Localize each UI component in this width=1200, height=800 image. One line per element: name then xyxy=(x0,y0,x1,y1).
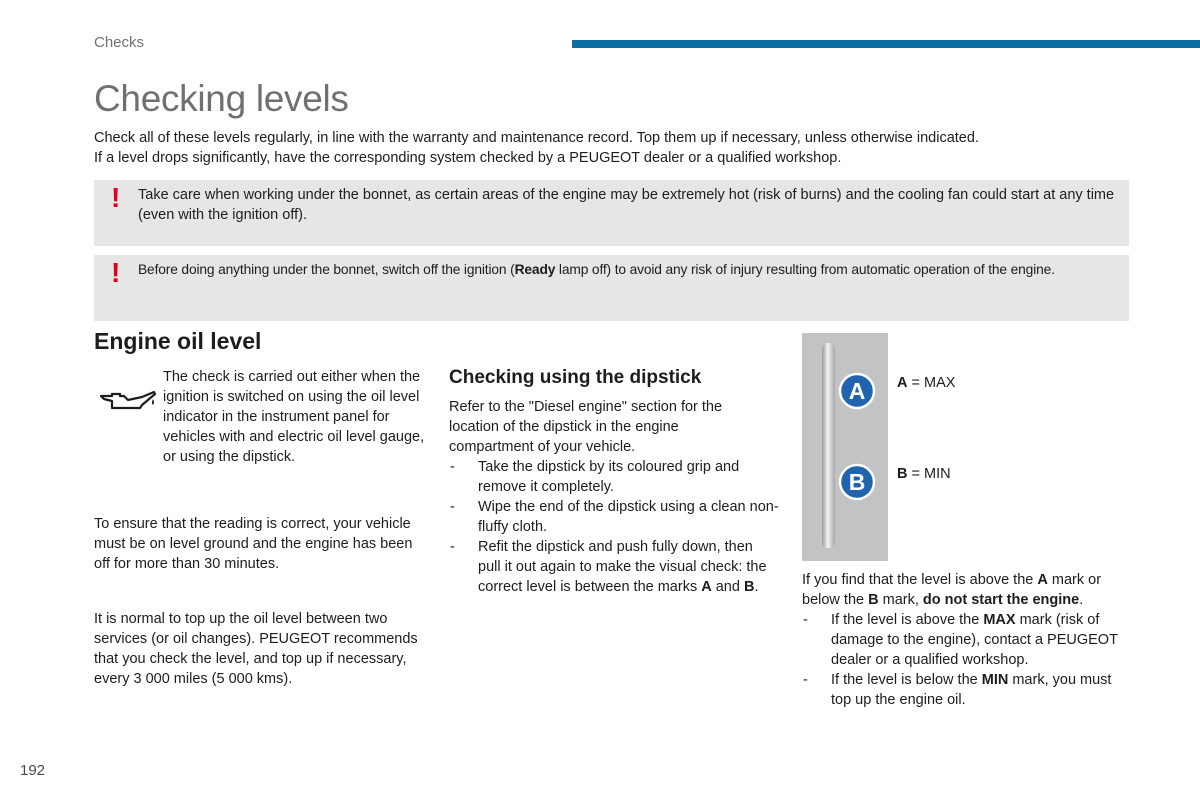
intro-line-2: If a level drops significantly, have the corresponding system checked by a PEUGEOT dealer or a qualified workshop. xyxy=(94,150,842,166)
level-warning-text: If you find that the level is above the A mark or below the B mark, do not start the engine. xyxy=(802,572,1102,608)
svg-text:B: B xyxy=(848,469,866,495)
header-accent-bar xyxy=(572,40,1200,48)
mark-a-badge xyxy=(840,374,874,408)
min-label: B = MIN xyxy=(897,466,951,482)
intro-line-1: Check all of these levels regularly, in line with the warranty and maintenance record. Top them up if necessary, unless otherwise indicated. xyxy=(94,130,979,146)
list-item: - If the level is below the MIN mark, you must top up the engine oil. xyxy=(803,672,1112,708)
list-item: - Wipe the end of the dipstick using a clean non-fluffy cloth. xyxy=(450,499,779,535)
list-item: - Refit the dipstick and push fully down, then pull it out again to make the visual check: the correct level is between the marks A and B. xyxy=(450,539,767,595)
list-item: - Take the dipstick by its coloured grip and remove it completely. xyxy=(450,459,740,495)
dipstick-steps-list xyxy=(449,457,779,597)
warning-exclamation-icon: ! xyxy=(111,182,121,213)
page-number: 192 xyxy=(20,762,46,779)
warning-text: Take care when working under the bonnet, as certain areas of the engine may be extremely hot (risk of burns) and the cooling fan could start at any time (even with the ignition off). xyxy=(138,187,1115,223)
oil-can-icon xyxy=(98,388,158,418)
intro-text xyxy=(94,128,1134,168)
max-label: A = MAX xyxy=(897,375,956,391)
warning-box-ignition xyxy=(94,255,1129,321)
warning-exclamation-icon: ! xyxy=(111,257,121,288)
dipstick-heading: Checking using the dipstick xyxy=(449,367,702,388)
dipstick-intro-text: Refer to the "Diesel engine" section for the location of the dipstick in the engine compartment of your vehicle. xyxy=(449,399,723,455)
engine-oil-heading: Engine oil level xyxy=(94,328,262,354)
section-label: Checks xyxy=(94,34,145,51)
dipstick-illustration xyxy=(802,333,888,561)
list-item: - If the level is above the MAX mark (risk of damage to the engine), contact a PEUGEOT dealer or a qualified workshop. xyxy=(803,612,1118,668)
level-actions-list xyxy=(802,610,1132,710)
warning-text: Before doing anything under the bonnet, switch off the ignition (Ready lamp off) to avoid any risk of injury resulting from automatic operation of the engine. xyxy=(138,262,1055,277)
warning-box-hot-engine xyxy=(94,180,1129,246)
page-title: Checking levels xyxy=(94,78,349,119)
top-up-text: It is normal to top up the oil level between two services (or oil changes). PEUGEOT recommends that you check the level, and top up if necessary, every 3 000 miles (5 000 kms). xyxy=(94,611,418,687)
mark-b-badge xyxy=(840,465,874,499)
oil-indicator-text: The check is carried out either when the ignition is switched on using the oil level indicator in the instrument panel for vehicles with and electric oil level gauge, or using the dipstick. xyxy=(163,369,425,465)
svg-text:A: A xyxy=(848,378,866,404)
reading-conditions-text: To ensure that the reading is correct, your vehicle must be on level ground and the engine has been off for more than 30 minutes. xyxy=(94,516,413,572)
